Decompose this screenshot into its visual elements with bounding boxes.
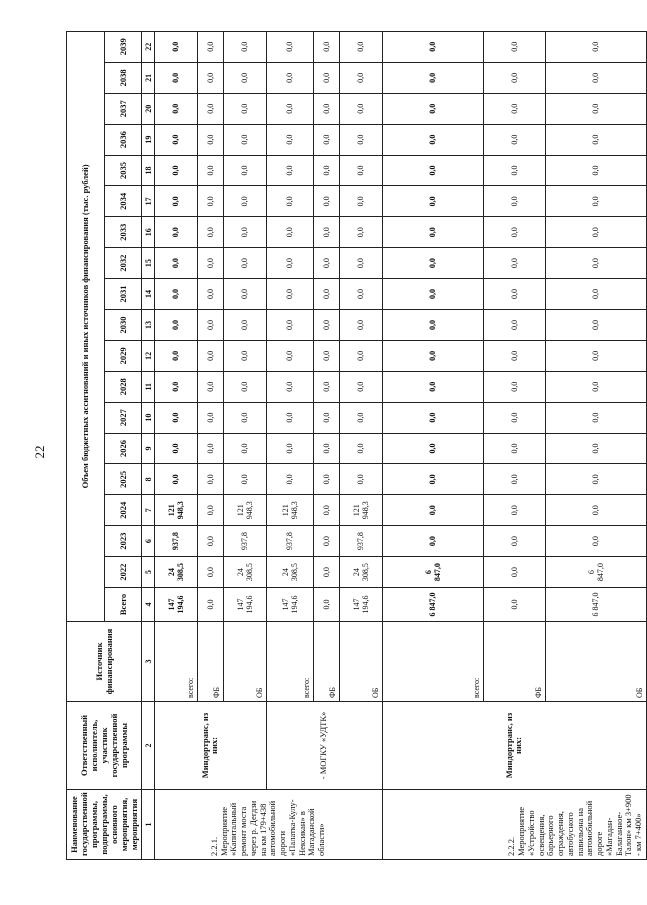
year-value: 0,0 [382, 155, 483, 186]
funding-table-sheet [66, 32, 644, 860]
year-value: 0,0 [484, 124, 546, 155]
year-value: 0,0 [197, 464, 223, 495]
year-value: 0,0 [545, 124, 646, 155]
year-value: 0,0 [484, 495, 546, 526]
header-year: 2035 [104, 155, 142, 186]
year-value: 0,0 [313, 93, 339, 124]
total-value: 147 194,6 [339, 588, 382, 622]
year-value: 937,8 [266, 526, 313, 557]
year-value: 0,0 [223, 340, 266, 371]
year-value: 0,0 [484, 309, 546, 340]
year-value: 0,0 [339, 464, 382, 495]
year-value: 0,0 [484, 217, 546, 248]
column-number: 1 [142, 790, 155, 860]
year-value: 0,0 [313, 464, 339, 495]
year-value: 0,0 [197, 248, 223, 279]
year-value: 0,0 [313, 248, 339, 279]
year-value: 24 308,5 [339, 557, 382, 588]
year-value: 0,0 [382, 124, 483, 155]
year-value: 0,0 [266, 62, 313, 93]
year-value: 0,0 [155, 279, 198, 310]
year-value: 0,0 [545, 155, 646, 186]
column-number: 22 [142, 31, 155, 62]
total-value: 147 194,6 [155, 588, 198, 622]
funding-source: ФБ [197, 622, 223, 702]
year-value: 0,0 [339, 186, 382, 217]
year-value: 0,0 [382, 248, 483, 279]
activity-name: 2.2.2. Мероприятие «Устройство освещения, барьерного ограждения, автобусного павильона на автомобильной дороге «Магадан-Балаганное-Талон» км 3+900 - км 7+400» [382, 790, 646, 860]
year-value: 0,0 [545, 31, 646, 62]
total-value: 0,0 [313, 588, 339, 622]
total-value: 6 847,0 [382, 588, 483, 622]
column-number: 15 [142, 248, 155, 279]
funding-source: ОБ [545, 622, 646, 702]
year-value: 0,0 [382, 279, 483, 310]
year-value: 0,0 [313, 186, 339, 217]
year-value: 0,0 [313, 309, 339, 340]
year-value: 6 847,0 [545, 557, 646, 588]
column-number: 9 [142, 433, 155, 464]
year-value: 0,0 [197, 93, 223, 124]
year-value: 0,0 [339, 248, 382, 279]
year-value: 0,0 [197, 340, 223, 371]
year-value: 0,0 [313, 557, 339, 588]
year-value: 0,0 [197, 155, 223, 186]
funding-source: ОБ [223, 622, 266, 702]
year-value: 0,0 [313, 155, 339, 186]
year-value: 121 948,3 [266, 495, 313, 526]
header-funding-group: Объем бюджетных ассигнований и иных источников финансирования (тыс. рублей) [67, 31, 105, 621]
year-value: 0,0 [313, 217, 339, 248]
year-value: 0,0 [223, 464, 266, 495]
year-value: 0,0 [223, 217, 266, 248]
year-value: 0,0 [155, 217, 198, 248]
year-value: 0,0 [266, 155, 313, 186]
year-value: 24 308,5 [266, 557, 313, 588]
year-value: 121 948,3 [223, 495, 266, 526]
year-value: 0,0 [339, 309, 382, 340]
year-value: 0,0 [339, 279, 382, 310]
year-value: 121 948,3 [155, 495, 198, 526]
year-value: 0,0 [484, 93, 546, 124]
year-value: 0,0 [223, 93, 266, 124]
year-value: 0,0 [484, 248, 546, 279]
year-value: 0,0 [382, 340, 483, 371]
year-value: 0,0 [545, 62, 646, 93]
year-value: 0,0 [484, 371, 546, 402]
year-value: 0,0 [266, 31, 313, 62]
year-value: 0,0 [382, 526, 483, 557]
year-value: 0,0 [313, 402, 339, 433]
year-value: 0,0 [382, 62, 483, 93]
year-value: 0,0 [313, 526, 339, 557]
year-value: 0,0 [223, 124, 266, 155]
column-number: 6 [142, 526, 155, 557]
year-value: 0,0 [197, 526, 223, 557]
header-source-col: Источник финансирования [67, 622, 142, 702]
year-value: 0,0 [313, 371, 339, 402]
year-value: 0,0 [155, 309, 198, 340]
header-year: 2028 [104, 371, 142, 402]
year-value: 0,0 [266, 464, 313, 495]
year-value: 0,0 [339, 371, 382, 402]
year-value: 0,0 [382, 186, 483, 217]
header-year: 2031 [104, 279, 142, 310]
year-value: 0,0 [484, 557, 546, 588]
year-value: 0,0 [382, 433, 483, 464]
year-value: 0,0 [313, 31, 339, 62]
activity-name: 2.2.1. Мероприятие «Капитальный ремонт моста через р. Дегдзи на км 179+438 автомобильной дороги «Палатка-Кулу-Нексикан» в Магаданской области» [155, 790, 383, 860]
total-value: 0,0 [197, 588, 223, 622]
year-value: 0,0 [223, 433, 266, 464]
year-value: 0,0 [266, 248, 313, 279]
column-number: 19 [142, 124, 155, 155]
funding-source: ФБ [313, 622, 339, 702]
year-value: 0,0 [545, 217, 646, 248]
year-value: 0,0 [266, 279, 313, 310]
column-number: 18 [142, 155, 155, 186]
year-value: 0,0 [155, 402, 198, 433]
header-total: Всего [104, 588, 142, 622]
year-value: 0,0 [266, 93, 313, 124]
year-value: 0,0 [223, 371, 266, 402]
year-value: 6 847,0 [382, 557, 483, 588]
year-value: 0,0 [339, 433, 382, 464]
year-value: 0,0 [484, 402, 546, 433]
year-value: 0,0 [545, 309, 646, 340]
year-value: 0,0 [155, 340, 198, 371]
executor: Миндортранс, из них: [155, 702, 267, 790]
funding-source: всего: [382, 622, 483, 702]
header-year: 2036 [104, 124, 142, 155]
year-value: 0,0 [484, 186, 546, 217]
year-value: 0,0 [223, 155, 266, 186]
year-value: 0,0 [223, 62, 266, 93]
column-number: 7 [142, 495, 155, 526]
year-value: 0,0 [484, 340, 546, 371]
funding-table [66, 31, 647, 860]
year-value: 0,0 [339, 31, 382, 62]
year-value: 0,0 [545, 495, 646, 526]
year-value: 0,0 [223, 402, 266, 433]
year-value: 0,0 [339, 62, 382, 93]
year-value: 0,0 [197, 124, 223, 155]
year-value: 0,0 [266, 186, 313, 217]
header-year: 2024 [104, 495, 142, 526]
year-value: 0,0 [484, 464, 546, 495]
year-value: 0,0 [339, 217, 382, 248]
year-value: 0,0 [197, 402, 223, 433]
year-value: 0,0 [197, 495, 223, 526]
year-value: 0,0 [197, 186, 223, 217]
year-value: 0,0 [197, 31, 223, 62]
column-number: 20 [142, 93, 155, 124]
header-year: 2039 [104, 31, 142, 62]
year-value: 0,0 [223, 248, 266, 279]
year-value: 0,0 [382, 31, 483, 62]
year-value: 0,0 [313, 495, 339, 526]
year-value: 24 308,5 [155, 557, 198, 588]
year-value: 0,0 [197, 217, 223, 248]
header-year: 2032 [104, 248, 142, 279]
total-value: 0,0 [484, 588, 546, 622]
funding-source: ФБ [484, 622, 546, 702]
year-value: 0,0 [266, 217, 313, 248]
year-value: 0,0 [266, 433, 313, 464]
year-value: 937,8 [223, 526, 266, 557]
executor: - МОГКУ «УДТК» [266, 702, 382, 790]
year-value: 0,0 [155, 186, 198, 217]
year-value: 937,8 [155, 526, 198, 557]
year-value: 0,0 [545, 279, 646, 310]
header-year: 2022 [104, 557, 142, 588]
year-value: 0,0 [155, 371, 198, 402]
total-value: 6 847,0 [545, 588, 646, 622]
year-value: 0,0 [545, 340, 646, 371]
year-value: 0,0 [339, 402, 382, 433]
year-value: 0,0 [313, 340, 339, 371]
year-value: 0,0 [313, 433, 339, 464]
column-number: 8 [142, 464, 155, 495]
year-value: 0,0 [223, 186, 266, 217]
year-value: 0,0 [545, 433, 646, 464]
year-value: 0,0 [266, 402, 313, 433]
executor: Миндортранс, из них: [382, 702, 646, 790]
year-value: 0,0 [382, 464, 483, 495]
year-value: 0,0 [545, 93, 646, 124]
year-value: 0,0 [545, 526, 646, 557]
year-value: 0,0 [545, 371, 646, 402]
year-value: 0,0 [155, 155, 198, 186]
year-value: 0,0 [266, 340, 313, 371]
year-value: 0,0 [545, 402, 646, 433]
year-value: 0,0 [155, 248, 198, 279]
header-year: 2037 [104, 93, 142, 124]
year-value: 0,0 [382, 93, 483, 124]
column-number: 14 [142, 279, 155, 310]
year-value: 0,0 [339, 93, 382, 124]
column-number: 11 [142, 371, 155, 402]
column-number: 10 [142, 402, 155, 433]
column-number: 4 [142, 588, 155, 622]
year-value: 0,0 [197, 433, 223, 464]
year-value: 0,0 [339, 340, 382, 371]
header-executor-col: Ответственный исполнитель, участник государственной программы [67, 702, 142, 790]
year-value: 0,0 [197, 371, 223, 402]
year-value: 0,0 [484, 526, 546, 557]
year-value: 0,0 [313, 62, 339, 93]
year-value: 0,0 [155, 124, 198, 155]
year-value: 0,0 [155, 464, 198, 495]
header-year: 2023 [104, 526, 142, 557]
funding-source: всего: [266, 622, 313, 702]
year-value: 0,0 [197, 279, 223, 310]
year-value: 0,0 [382, 217, 483, 248]
year-value: 0,0 [484, 155, 546, 186]
year-value: 0,0 [197, 62, 223, 93]
year-value: 0,0 [155, 31, 198, 62]
header-year: 2027 [104, 402, 142, 433]
year-value: 0,0 [339, 124, 382, 155]
year-value: 0,0 [223, 309, 266, 340]
header-year: 2026 [104, 433, 142, 464]
year-value: 0,0 [266, 371, 313, 402]
header-year: 2038 [104, 62, 142, 93]
year-value: 0,0 [339, 155, 382, 186]
table-row [266, 31, 313, 859]
year-value: 0,0 [382, 309, 483, 340]
column-number: 21 [142, 62, 155, 93]
year-value: 0,0 [266, 309, 313, 340]
year-value: 0,0 [484, 433, 546, 464]
year-value: 0,0 [266, 124, 313, 155]
year-value: 0,0 [484, 31, 546, 62]
page-number: 22 [32, 445, 47, 459]
year-value: 0,0 [223, 279, 266, 310]
year-value: 0,0 [545, 464, 646, 495]
year-value: 0,0 [155, 93, 198, 124]
year-value: 0,0 [545, 248, 646, 279]
year-value: 0,0 [382, 402, 483, 433]
year-value: 0,0 [484, 279, 546, 310]
column-number: 16 [142, 217, 155, 248]
table-row [382, 31, 483, 859]
funding-source: ОБ [339, 622, 382, 702]
total-value: 147 194,6 [266, 588, 313, 622]
header-year: 2034 [104, 186, 142, 217]
funding-source: всего: [155, 622, 198, 702]
year-value: 0,0 [155, 433, 198, 464]
year-value: 0,0 [382, 371, 483, 402]
header-year: 2029 [104, 340, 142, 371]
year-value: 121 948,3 [339, 495, 382, 526]
column-number: 5 [142, 557, 155, 588]
column-number: 3 [142, 622, 155, 702]
column-number: 17 [142, 186, 155, 217]
total-value: 147 194,6 [223, 588, 266, 622]
year-value: 0,0 [313, 279, 339, 310]
column-number: 2 [142, 702, 155, 790]
header-name-col: Наименование государственной программы, подпрограммы, основного мероприятия, мероприятия [67, 790, 142, 860]
year-value: 0,0 [155, 62, 198, 93]
column-number: 13 [142, 309, 155, 340]
column-number: 12 [142, 340, 155, 371]
year-value: 0,0 [313, 124, 339, 155]
year-value: 0,0 [382, 495, 483, 526]
year-value: 0,0 [545, 186, 646, 217]
year-value: 24 308,5 [223, 557, 266, 588]
header-year: 2030 [104, 309, 142, 340]
header-year: 2025 [104, 464, 142, 495]
year-value: 0,0 [197, 309, 223, 340]
table-row [155, 31, 198, 859]
year-value: 937,8 [339, 526, 382, 557]
year-value: 0,0 [484, 62, 546, 93]
year-value: 0,0 [223, 31, 266, 62]
header-year: 2033 [104, 217, 142, 248]
year-value: 0,0 [197, 557, 223, 588]
